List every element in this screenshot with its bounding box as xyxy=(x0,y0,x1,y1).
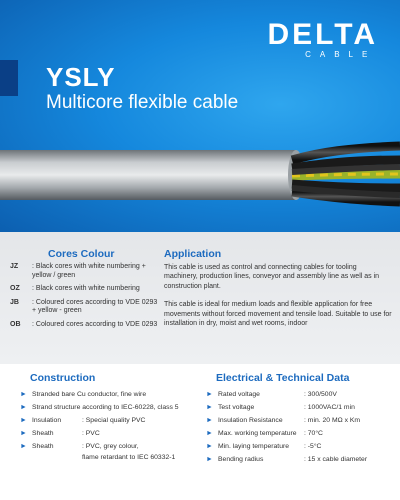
core-text: : Black cores with white numbering + yellow / green xyxy=(32,263,146,279)
triangle-bullet-icon: ► xyxy=(206,456,213,463)
technical-heading: Electrical & Technical Data xyxy=(216,372,350,384)
construction-value: : PVC xyxy=(82,430,100,437)
technical-value: : 70°C xyxy=(304,430,323,437)
construction-heading: Construction xyxy=(30,372,96,384)
brand-subname: CABLE xyxy=(305,50,377,59)
accent-stripe xyxy=(0,60,18,96)
construction-label: Strand structure according to IEC-60228, class 5 xyxy=(32,404,179,411)
construction-item xyxy=(20,403,200,412)
core-code: JZ xyxy=(10,263,19,270)
triangle-bullet-icon: ► xyxy=(20,430,27,437)
core-code: OB xyxy=(10,320,21,328)
specs-section xyxy=(0,364,400,500)
triangle-bullet-icon: ► xyxy=(20,417,27,424)
construction-label: Sheath xyxy=(32,430,54,437)
triangle-bullet-icon: ► xyxy=(20,391,27,398)
construction-value: : PVC, grey colour, xyxy=(82,443,139,450)
application-section xyxy=(164,248,392,335)
technical-item xyxy=(206,429,396,438)
cores-colour-section xyxy=(10,248,160,334)
cores-colour-heading: Cores Colour xyxy=(48,248,115,260)
info-panel xyxy=(0,232,400,364)
application-paragraph: This cable is ideal for medium loads and flexible application for free movements without forced movement and tensile load. Suitable to use for installation in dry, moist and wet rooms, indoor xyxy=(164,301,392,328)
technical-label: Max. working temperature xyxy=(218,430,297,437)
construction-label: Insulation xyxy=(32,417,62,424)
triangle-bullet-icon: ► xyxy=(20,404,27,411)
construction-item xyxy=(20,390,200,399)
core-item xyxy=(10,263,160,280)
core-item xyxy=(10,321,160,330)
technical-item xyxy=(206,442,396,451)
product-subtitle: Multicore flexible cable xyxy=(46,92,239,113)
construction-section xyxy=(20,372,200,466)
product-title: YSLY xyxy=(46,62,116,92)
technical-label: Rated voltage xyxy=(218,391,260,398)
application-heading: Application xyxy=(164,248,222,260)
technical-label: Bending radius xyxy=(218,456,264,463)
technical-label: Test voltage xyxy=(218,404,255,411)
construction-item xyxy=(20,416,200,425)
core-text: : Black cores with white numbering xyxy=(32,285,140,292)
technical-value: : -5°C xyxy=(304,443,322,450)
brand-name: DELTA xyxy=(267,18,378,51)
application-paragraph: This cable is used as control and connecting cables for tooling machinery, production lines, conveyor and assembly line as well as in construction plant. xyxy=(164,264,380,290)
construction-value: : Special quality PVC xyxy=(82,417,146,424)
brand-logo xyxy=(267,20,378,60)
triangle-bullet-icon: ► xyxy=(20,443,27,450)
construction-item xyxy=(20,442,200,451)
core-text: : Coloured cores according to VDE 0293 + yellow - green xyxy=(32,298,158,314)
technical-item xyxy=(206,403,396,412)
technical-value: : 300/500V xyxy=(304,391,337,398)
core-item xyxy=(10,299,160,316)
construction-item xyxy=(20,429,200,438)
core-code: OZ xyxy=(10,285,20,292)
technical-label: Min. laying temperature xyxy=(218,443,290,450)
triangle-bullet-icon: ► xyxy=(206,443,213,450)
construction-label: Stranded bare Cu conductor, fine wire xyxy=(32,391,147,398)
technical-item xyxy=(206,455,396,464)
triangle-bullet-icon: ► xyxy=(206,417,213,424)
technical-section xyxy=(206,372,396,468)
technical-value: : 15 x cable diameter xyxy=(304,456,368,463)
core-item xyxy=(10,285,160,294)
construction-value-continued: flame retardant to IEC 60332-1 xyxy=(82,454,176,461)
technical-label: Insulation Resistance xyxy=(218,417,283,424)
core-text: : Coloured cores according to VDE 0293 xyxy=(32,320,158,328)
construction-label: Sheath xyxy=(32,443,54,450)
hero-banner xyxy=(0,0,400,232)
triangle-bullet-icon: ► xyxy=(206,430,213,437)
cable-image xyxy=(0,130,400,220)
triangle-bullet-icon: ► xyxy=(206,404,213,411)
technical-value: : 1000VAC/1 min xyxy=(304,404,355,411)
technical-item xyxy=(206,390,396,399)
technical-value: : min. 20 MΩ x Km xyxy=(304,417,361,424)
core-code: JB xyxy=(10,298,19,306)
technical-item xyxy=(206,416,396,425)
triangle-bullet-icon: ► xyxy=(206,391,213,398)
